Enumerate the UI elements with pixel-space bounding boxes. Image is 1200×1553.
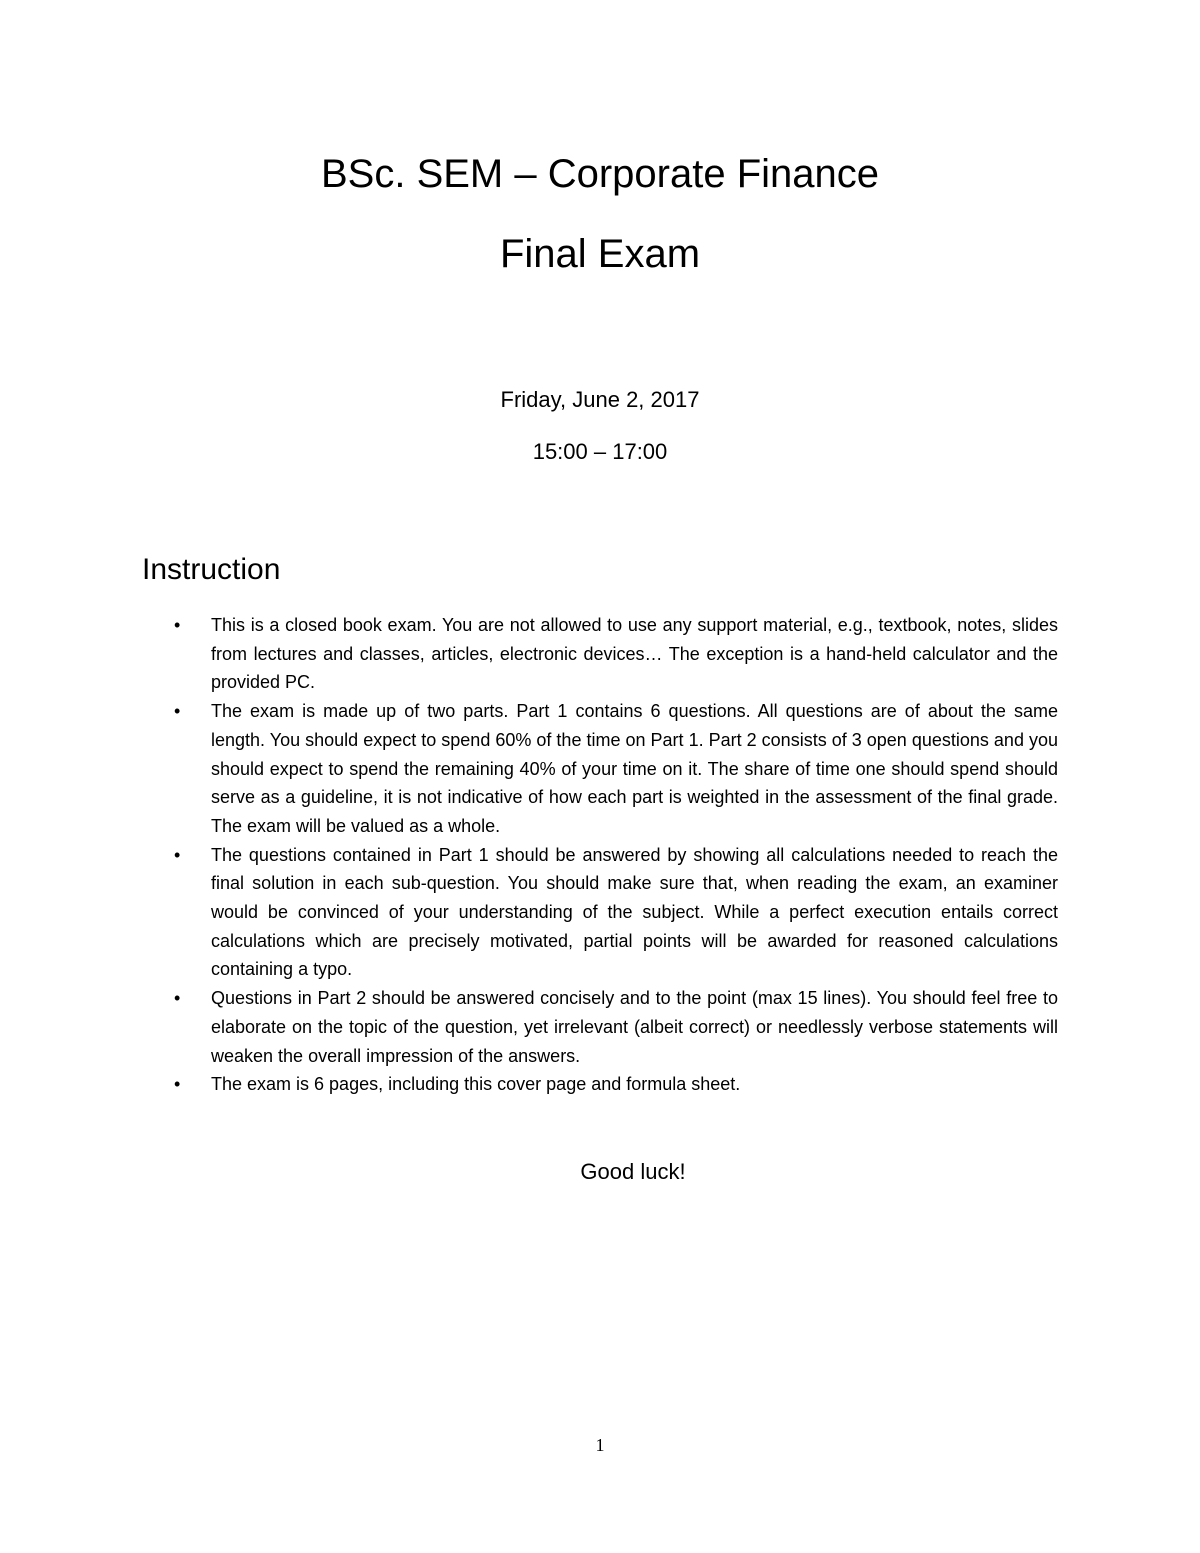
- instruction-item: [142, 697, 1058, 841]
- page-number: 1: [595, 1435, 605, 1455]
- instruction-text: Questions in Part 2 should be answered concisely and to the point (max 15 lines). You should feel free to elaborate on the topic of the question, yet irrelevant (albeit correct) or needlessly verbose statements will weaken the overall impression of the answers.: [211, 988, 1058, 1066]
- exam-time: 15:00 – 17:00: [532, 439, 668, 464]
- exam-date: Friday, June 2, 2017: [500, 387, 700, 412]
- exam-title: Final Exam: [499, 232, 701, 276]
- bullet-icon: •: [174, 701, 181, 722]
- instruction-text: The exam is made up of two parts. Part 1 contains 6 questions. All questions are of about the same length. You should expect to spend 60% of the time on Part 1. Part 2 consists of 3 open questions and you should expect to spend the remaining 40% of your time on it. The share of time one should spend should serve as a guideline, it is not indicative of how each part is weighted in the assessment of the final grade. The exam will be valued as a whole.: [211, 701, 1058, 836]
- bullet-icon: •: [174, 988, 181, 1009]
- bullet-icon: •: [174, 844, 181, 865]
- instruction-text: The questions contained in Part 1 should be answered by showing all calculations needed to reach the final solution in each sub-question. You should make sure that, when reading the exam, an examiner would be convinced of your understanding of the subject. While a perfect execution entails correct calculations which are precisely motivated, partial points will be awarded for reasoned calculations containing a typo.: [211, 844, 1058, 980]
- instruction-item: [142, 841, 1058, 985]
- bullet-icon: •: [174, 1074, 181, 1095]
- instruction-item: [142, 611, 1058, 697]
- course-title: BSc. SEM – Corporate Finance: [320, 152, 880, 196]
- instruction-text: This is a closed book exam. You are not allowed to use any support material, e.g., textbook, notes, slides from lectures and classes, articles, electronic devices… The exception is a hand-held calculator and the provided PC.: [211, 615, 1058, 693]
- instruction-list: [142, 611, 1058, 1099]
- instruction-heading: Instruction: [142, 553, 281, 586]
- instruction-item: [142, 984, 1058, 1070]
- instruction-item: [142, 1070, 1058, 1099]
- instruction-text: The exam is 6 pages, including this cover page and formula sheet.: [211, 1074, 741, 1095]
- bullet-icon: •: [174, 615, 181, 635]
- closing-message: Good luck!: [580, 1159, 686, 1184]
